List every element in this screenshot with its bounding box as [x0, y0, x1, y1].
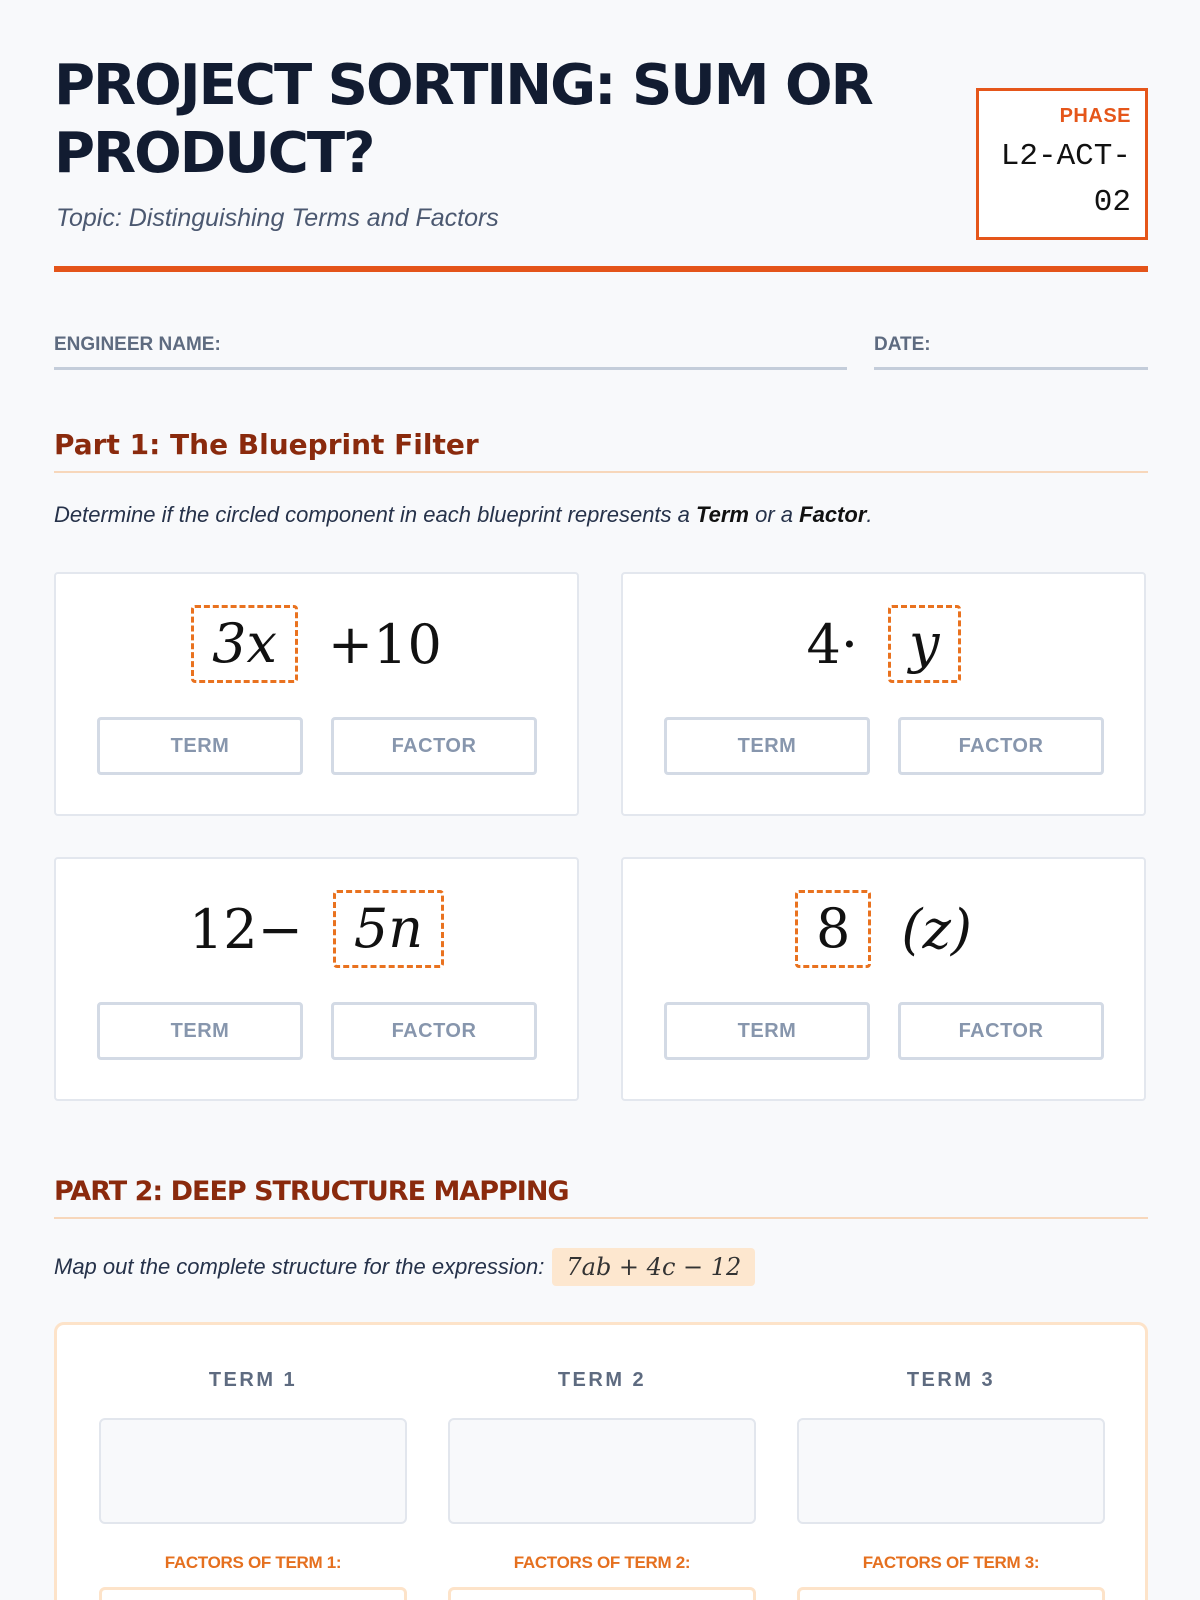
factor-button[interactable]: FACTOR — [898, 1002, 1104, 1060]
part2-heading: PART 2: DEEP STRUCTURE MAPPING — [54, 1176, 1148, 1219]
worksheet-header — [54, 52, 1148, 272]
engineer-name-label: ENGINEER NAME: — [54, 334, 221, 355]
term-input-box[interactable] — [99, 1418, 407, 1524]
date-field[interactable] — [874, 334, 1148, 370]
circled-component: 8 — [795, 890, 871, 968]
phase-code: L2-ACT-02 — [1000, 139, 1131, 220]
term-column-heading: TERM 1 — [208, 1369, 298, 1391]
circled-component: 5n — [333, 890, 444, 968]
phase-badge — [976, 88, 1148, 240]
blueprint-expression — [56, 604, 577, 684]
term-column — [797, 1325, 1105, 1600]
factors-input-box[interactable] — [99, 1587, 407, 1600]
blueprint-expression — [623, 889, 1144, 969]
factors-input-box[interactable] — [797, 1587, 1105, 1600]
term-column-heading: TERM 2 — [557, 1369, 647, 1391]
expression-chip: 7ab + 4c − 12 — [552, 1248, 755, 1286]
expression-remainder: 4· — [806, 612, 858, 676]
factors-input-box[interactable] — [448, 1587, 756, 1600]
date-label: DATE: — [874, 334, 931, 355]
topic-subtitle: Topic: Distinguishing Terms and Factors — [56, 204, 499, 232]
part2-instruction: Map out the complete structure for the expression: 7ab + 4c − 12 — [54, 1248, 755, 1286]
blueprint-expression — [56, 889, 577, 969]
term-button[interactable]: TERM — [664, 717, 870, 775]
term-input-box[interactable] — [448, 1418, 756, 1524]
blueprint-expression — [623, 604, 1144, 684]
term-column — [99, 1325, 407, 1600]
blueprint-card — [621, 572, 1146, 816]
term-button[interactable]: TERM — [664, 1002, 870, 1060]
term-column-heading: TERM 3 — [906, 1369, 996, 1391]
term-column — [448, 1325, 756, 1600]
structure-map-panel — [54, 1322, 1148, 1600]
part1-instruction: Determine if the circled component in each blueprint represents a Term or a Factor. — [54, 502, 873, 527]
blueprint-card — [54, 572, 579, 816]
circled-component: 3x — [191, 605, 298, 683]
blueprint-card — [621, 857, 1146, 1101]
expression-remainder: +10 — [327, 612, 442, 676]
header-divider — [54, 266, 1148, 272]
factor-button[interactable]: FACTOR — [898, 717, 1104, 775]
factors-label: FACTORS OF TERM 1: — [164, 1553, 342, 1572]
term-button[interactable]: TERM — [97, 717, 303, 775]
page-title: PROJECT SORTING: SUM OR PRODUCT? — [54, 53, 872, 186]
blueprint-card — [54, 857, 579, 1101]
part1-heading: Part 1: The Blueprint Filter — [54, 428, 1148, 473]
term-input-box[interactable] — [797, 1418, 1105, 1524]
factors-label: FACTORS OF TERM 3: — [862, 1553, 1040, 1572]
expression-remainder: 12− — [188, 897, 303, 961]
factor-button[interactable]: FACTOR — [331, 717, 537, 775]
factors-label: FACTORS OF TERM 2: — [513, 1553, 691, 1572]
expression-remainder: (z) — [901, 897, 972, 961]
phase-label: PHASE — [1059, 105, 1131, 127]
engineer-name-field[interactable] — [54, 334, 847, 370]
circled-component: y — [888, 605, 961, 683]
factor-button[interactable]: FACTOR — [331, 1002, 537, 1060]
term-button[interactable]: TERM — [97, 1002, 303, 1060]
